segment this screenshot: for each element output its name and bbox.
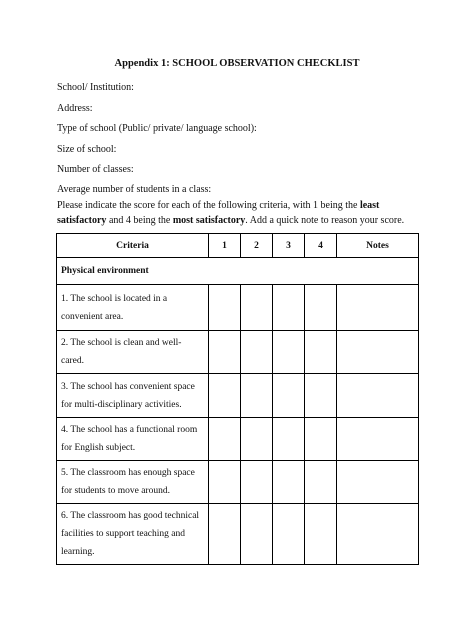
field-size-of-school: Size of school: — [57, 144, 117, 155]
score-cell-1[interactable] — [209, 418, 241, 461]
table-row — [57, 285, 419, 331]
header-criteria: Criteria — [57, 234, 209, 258]
notes-cell[interactable] — [337, 374, 419, 418]
score-cell-4[interactable] — [305, 285, 337, 331]
table-row — [57, 331, 419, 374]
header-score-2: 2 — [241, 234, 273, 258]
header-score-4: 4 — [305, 234, 337, 258]
score-cell-1[interactable] — [209, 461, 241, 504]
notes-cell[interactable] — [337, 331, 419, 374]
field-average-students: Average number of students in a class: — [57, 184, 212, 195]
score-cell-1[interactable] — [209, 374, 241, 418]
criteria-cell: 5. The classroom has enough space for students to move around. — [57, 461, 209, 504]
score-cell-2[interactable] — [241, 461, 273, 504]
header-score-1: 1 — [209, 234, 241, 258]
score-cell-4[interactable] — [305, 418, 337, 461]
score-cell-4[interactable] — [305, 461, 337, 504]
score-cell-4[interactable] — [305, 374, 337, 418]
section-row — [57, 258, 419, 285]
notes-cell[interactable] — [337, 504, 419, 565]
score-cell-4[interactable] — [305, 504, 337, 565]
table-header-row — [57, 234, 419, 258]
notes-cell[interactable] — [337, 418, 419, 461]
notes-cell[interactable] — [337, 461, 419, 504]
score-cell-2[interactable] — [241, 331, 273, 374]
criteria-cell: 3. The school has convenient space for multi-disciplinary activities. — [57, 374, 209, 418]
table-row — [57, 418, 419, 461]
score-cell-3[interactable] — [273, 374, 305, 418]
table-row — [57, 504, 419, 565]
table-row — [57, 374, 419, 418]
field-school-institution: School/ Institution: — [57, 82, 134, 93]
field-number-of-classes: Number of classes: — [57, 164, 134, 175]
score-cell-3[interactable] — [273, 504, 305, 565]
score-cell-2[interactable] — [241, 374, 273, 418]
instructions-text-3: . Add a quick note to reason your score. — [245, 215, 405, 226]
score-cell-2[interactable] — [241, 418, 273, 461]
instructions-text-1: Please indicate the score for each of the following criteria, with 1 being the — [57, 200, 360, 211]
score-cell-1[interactable] — [209, 504, 241, 565]
observation-checklist-table — [56, 233, 419, 565]
score-cell-3[interactable] — [273, 418, 305, 461]
notes-cell[interactable] — [337, 285, 419, 331]
criteria-cell: 1. The school is located in a convenient area. — [57, 285, 209, 331]
instructions-bold-most: most satisfactory — [172, 215, 246, 226]
header-notes: Notes — [337, 234, 419, 258]
criteria-cell: 2. The school is clean and well-cared. — [57, 331, 209, 374]
field-address: Address: — [57, 103, 93, 114]
instructions-text-2: and 4 being the — [106, 215, 173, 226]
criteria-cell: 4. The school has a functional room for English subject. — [57, 418, 209, 461]
score-cell-1[interactable] — [209, 331, 241, 374]
field-type-of-school: Type of school (Public/ private/ language school): — [57, 123, 257, 134]
document-title: Appendix 1: SCHOOL OBSERVATION CHECKLIST — [114, 58, 360, 69]
score-cell-4[interactable] — [305, 331, 337, 374]
instructions-paragraph — [57, 198, 427, 228]
criteria-cell: 6. The classroom has good technical facilities to support teaching and learning. — [57, 504, 209, 565]
score-cell-2[interactable] — [241, 504, 273, 565]
table-row — [57, 461, 419, 504]
section-physical-environment: Physical environment — [57, 258, 419, 285]
score-cell-3[interactable] — [273, 331, 305, 374]
score-cell-3[interactable] — [273, 461, 305, 504]
score-cell-1[interactable] — [209, 285, 241, 331]
score-cell-3[interactable] — [273, 285, 305, 331]
score-cell-2[interactable] — [241, 285, 273, 331]
header-score-3: 3 — [273, 234, 305, 258]
instructions-bold-least: least satisfactory — [57, 200, 380, 226]
